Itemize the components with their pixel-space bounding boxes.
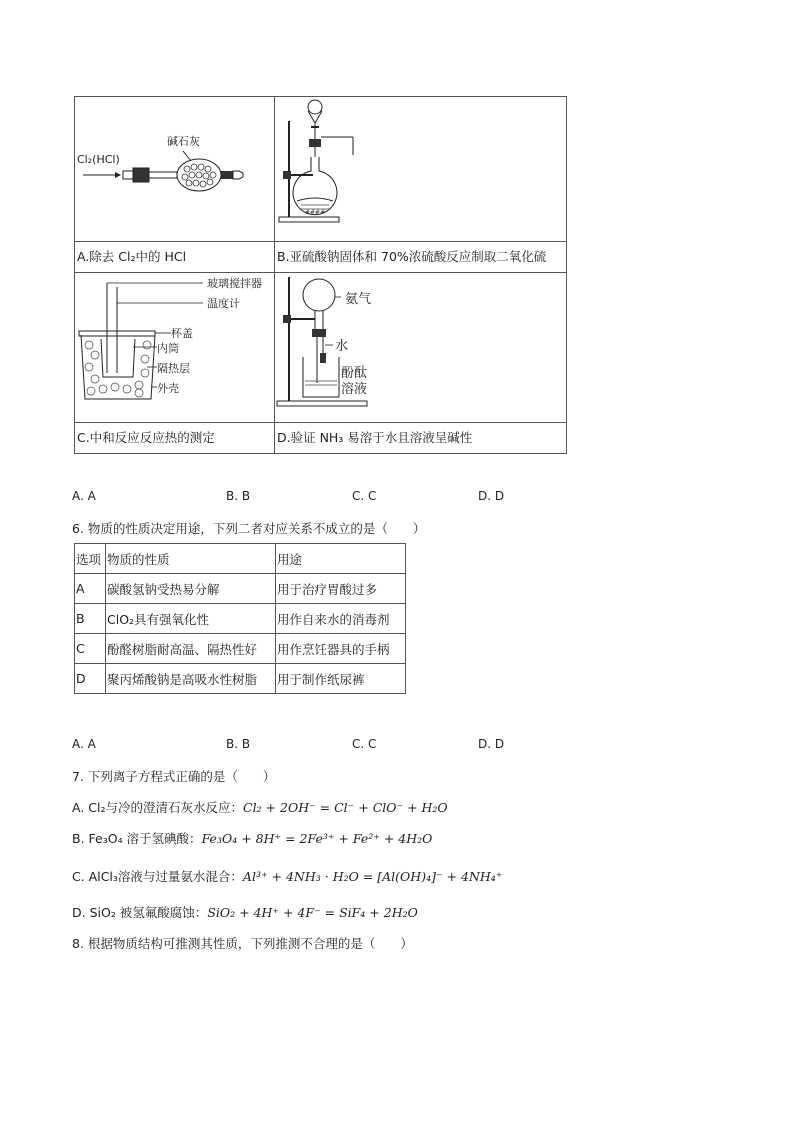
calorimeter-label-shell: 外壳 [157,382,179,395]
q7-option-a-label: A. Cl₂与冷的澄清石灰水反应： [72,800,243,815]
apparatus-b-figure [275,97,567,242]
q5-option-a[interactable]: A. A [72,489,96,503]
q6-stem: 6. 物质的性质决定用途，下列二者对应关系不成立的是（ ） [72,521,426,536]
row-d-option: D [75,664,106,694]
q7-option-c[interactable] [72,867,502,885]
q5-option-b[interactable]: B. B [226,489,251,503]
q6-properties-table [74,543,406,694]
apparatus-c-caption: C.中和反应反应热的测定 [75,423,275,454]
gas-generator-diagram [275,97,567,238]
row-d-use: 用于制作纸尿裤 [276,664,406,694]
q8-stem: 8. 根据物质结构可推测其性质，下列推测不合理的是（ ） [72,936,413,951]
calorimeter-label-inner: 内筒 [157,342,179,355]
q7-option-d[interactable] [72,903,418,921]
row-b-option: B [75,604,106,634]
apparatus-table [74,96,567,454]
apparatus-d-caption: D.验证 NH₃ 易溶于水且溶液呈碱性 [275,423,567,454]
calorimeter-label-lid: 杯盖 [171,327,193,340]
header-property: 物质的性质 [106,544,276,574]
fountain-label-phenolphthalein: 酚酞 [341,366,368,381]
apparatus-a-reagent-label: 碱石灰 [167,135,200,148]
drying-tube-diagram [75,97,275,238]
row-b-property: ClO₂具有强氧化性 [106,604,276,634]
q6-option-b[interactable]: B. B [226,737,251,751]
row-a-property: 碳酸氢钠受热易分解 [106,574,276,604]
apparatus-a-gas-label: Cl₂(HCl) [77,153,120,166]
apparatus-d-figure [275,273,567,423]
q7-stem: 7. 下列离子方程式正确的是（ ） [72,769,276,784]
row-b-use: 用作自来水的消毒剂 [276,604,406,634]
q6-option-d[interactable]: D. D [478,737,505,751]
table-header-row [75,544,406,574]
header-option: 选项 [75,544,106,574]
q6-options [72,737,572,753]
svg-text:####: #### [305,209,326,216]
fountain-label-water: 水 [335,339,349,354]
calorimeter-diagram [75,273,275,419]
row-a-use: 用于治疗胃酸过多 [276,574,406,604]
table-row [75,664,406,694]
apparatus-c-figure [75,273,275,423]
q7-option-a[interactable] [72,798,448,816]
q5-option-d[interactable]: D. D [478,489,505,503]
apparatus-b-caption: B.亚硫酸钠固体和 70%浓硫酸反应制取二氧化硫 [275,242,567,273]
apparatus-a-figure [75,97,275,242]
q7-option-d-equation: SiO₂ + 4H⁺ + 4F⁻ = SiF₄ + 2H₂O [207,905,418,920]
table-row [75,574,406,604]
calorimeter-label-stirrer: 玻璃搅拌器 [207,277,262,290]
q7-option-d-label: D. SiO₂ 被氢氟酸腐蚀： [72,905,208,920]
calorimeter-label-thermometer: 温度计 [207,297,240,310]
fountain-label-solution: 溶液 [341,382,368,397]
table-row [75,634,406,664]
q7-option-b-label: B. Fe₃O₄ 溶于氢碘酸： [72,831,202,846]
row-c-property: 酚醛树脂耐高温、隔热性好 [106,634,276,664]
row-a-option: A [75,574,106,604]
table-row [75,604,406,634]
q7-option-c-equation: Al³⁺ + 4NH₃ · H₂O = [Al(OH)₄]⁻ + 4NH₄⁺ [242,869,503,884]
q6-option-c[interactable]: C. C [352,737,377,751]
q7-option-a-equation: Cl₂ + 2OH⁻ = Cl⁻ + ClO⁻ + H₂O [243,800,448,815]
q7-option-b-equation: Fe₃O₄ + 8H⁺ = 2Fe³⁺ + Fe²⁺ + 4H₂O [201,831,433,846]
q5-options [72,489,572,505]
q6-option-a[interactable]: A. A [72,737,96,751]
q7-option-b[interactable] [72,829,432,847]
fountain-experiment-diagram [275,273,567,419]
header-use: 用途 [276,544,406,574]
row-d-property: 聚丙烯酸钠是高吸水性树脂 [106,664,276,694]
row-c-option: C [75,634,106,664]
q5-option-c[interactable]: C. C [352,489,377,503]
calorimeter-label-insulation: 隔热层 [157,362,190,375]
apparatus-a-caption: A.除去 Cl₂中的 HCl [75,242,275,273]
row-c-use: 用作烹饪器具的手柄 [276,634,406,664]
q7-option-c-label: C. AlCl₃溶液与过量氨水混合： [72,869,243,884]
fountain-label-ammonia: 氨气 [345,292,372,307]
